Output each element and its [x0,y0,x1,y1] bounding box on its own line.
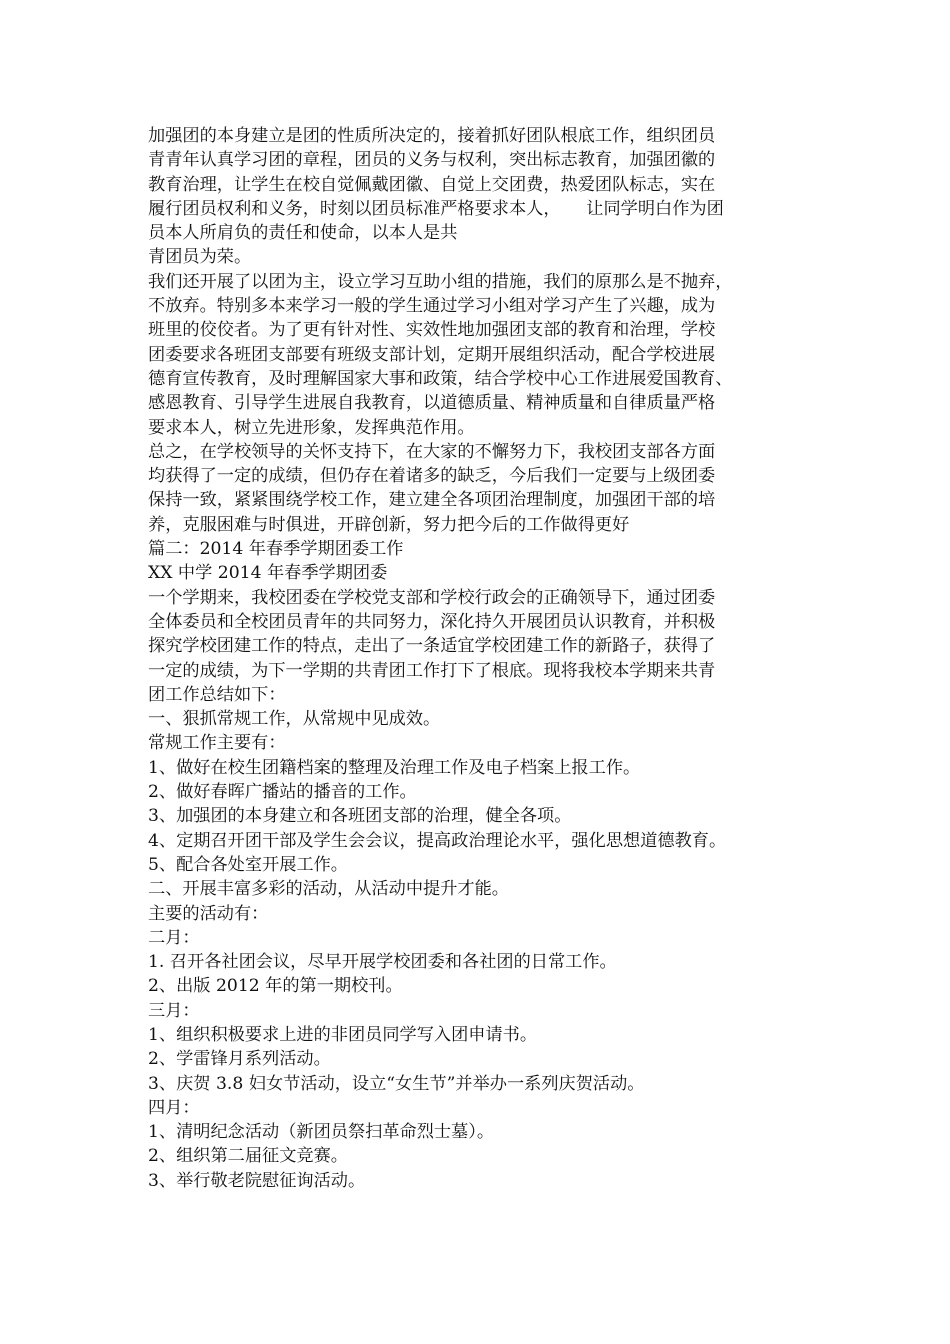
text-line: 青青年认真学习团的章程，团员的义务与权利，突出标志教育，加强团徽的 [148,150,716,171]
text-line: 青团员为荣。 [148,247,252,268]
text-line: XX 中学 2014 年春季学期团委 [148,563,388,584]
text-line: 加强团的本身建立是团的性质所决定的，接着抓好团队根底工作，组织团员 [148,126,716,146]
text-line: 团委要求各班团支部要有班级支部计划，定期开展组织活动，配合学校进展 [148,344,716,365]
text-line: 总之，在学校领导的关怀支持下，在大家的不懈努力下，我校团支部各方面 [148,441,716,462]
text-line: 3、举行敬老院慰征询活动。 [148,1170,366,1191]
text-line: 一、狠抓常规工作，从常规中见成效。 [148,709,441,730]
text-line: 主要的活动有： [148,903,269,924]
text-line: 不放弃。特别多本来学习一般的学生通过学习小组对学习产生了兴趣，成为 [148,296,716,317]
text-line: 二、开展丰富多彩的活动，从活动中提升才能。 [148,879,509,900]
text-line: 一个学期来，我校团委在学校党支部和学校行政会的正确领导下，通过团委 [148,587,716,608]
text-line: 常规工作主要有： [148,733,286,754]
text-line: 养，克服困难与时俱进，开辟创新，努力把今后的工作做得更好 [148,514,630,535]
text-line: 保持一致，紧紧围绕学校工作，建立建全各项团治理制度，加强团干部的培 [148,490,716,511]
text-line: 4、定期召开团干部及学生会会议，提高政治理论水平，强化思想道德教育。 [148,830,727,851]
text-line: 团工作总结如下： [148,684,286,705]
text-line: 全体委员和全校团员青年的共同努力，深化持久开展团员认识教育，并积极 [148,611,716,632]
text-line: 均获得了一定的成绩，但仍存在着诸多的缺乏，今后我们一定要与上级团委 [148,466,716,487]
text-line: 四月： [148,1097,200,1118]
text-line: 2、学雷锋月系列活动。 [148,1049,331,1070]
text-line: 1、组织积极要求上进的非团员同学写入团申请书。 [148,1024,538,1045]
text-line: 1、清明纪念活动（新团员祭扫革命烈士墓）。 [148,1122,495,1143]
text-line: 5、配合各处室开展工作。 [148,854,348,875]
text-line: 要求本人，树立先进形象，发挥典范作用。 [148,417,475,438]
text-line: 2、出版 2012 年的第一期校刊。 [148,976,403,997]
text-line: 我们还开展了以团为主，设立学习互助小组的措施，我们的原那么是不抛弃， [148,271,733,292]
text-line: 篇二：2014 年春季学期团委工作 [148,539,404,560]
text-line: 1、做好在校生团籍档案的整理及治理工作及电子档案上报工作。 [148,757,641,778]
text-line: 德育宣传教育，及时理解国家大事和政策，结合学校中心工作进展爱国教育、 [148,368,733,389]
text-line: 3、加强团的本身建立和各班团支部的治理，健全各项。 [148,806,572,827]
text-line: 探究学校团建工作的特点，走出了一条适宜学校团建工作的新路子，获得了 [148,636,716,657]
text-line: 1. 召开各社团会议，尽早开展学校团委和各社团的日常工作。 [148,952,617,973]
text-line: 一定的成绩，为下一学期的共青团工作打下了根底。现将我校本学期来共青 [148,660,716,681]
text-line: 2、做好春晖广播站的播音的工作。 [148,782,417,803]
text-line: 履行团员权利和义务，时刻以团员标准严格要求本人， 让同学明白作为团 [148,198,724,219]
text-line: 感恩教育、引导学生进展自我教育，以道德质量、精神质量和自律质量严格 [148,393,716,414]
document-body [148,124,798,1193]
text-line: 教育治理，让学生在校自觉佩戴团徽、自觉上交团费，热爱团队标志，实在 [148,174,716,195]
text-line: 2、组织第二届征文竞赛。 [148,1146,348,1167]
text-line: 员本人所肩负的责任和使命，以本人是共 [148,223,458,244]
text-line: 班里的佼佼者。为了更有针对性、实效性地加强团支部的教育和治理，学校 [148,320,716,341]
text-line: 3、庆贺 3.8 妇女节活动，设立“女生节”并举办一系列庆贺活动。 [148,1073,645,1094]
text-line: 三月： [148,1000,200,1021]
text-line: 二月： [148,927,200,948]
